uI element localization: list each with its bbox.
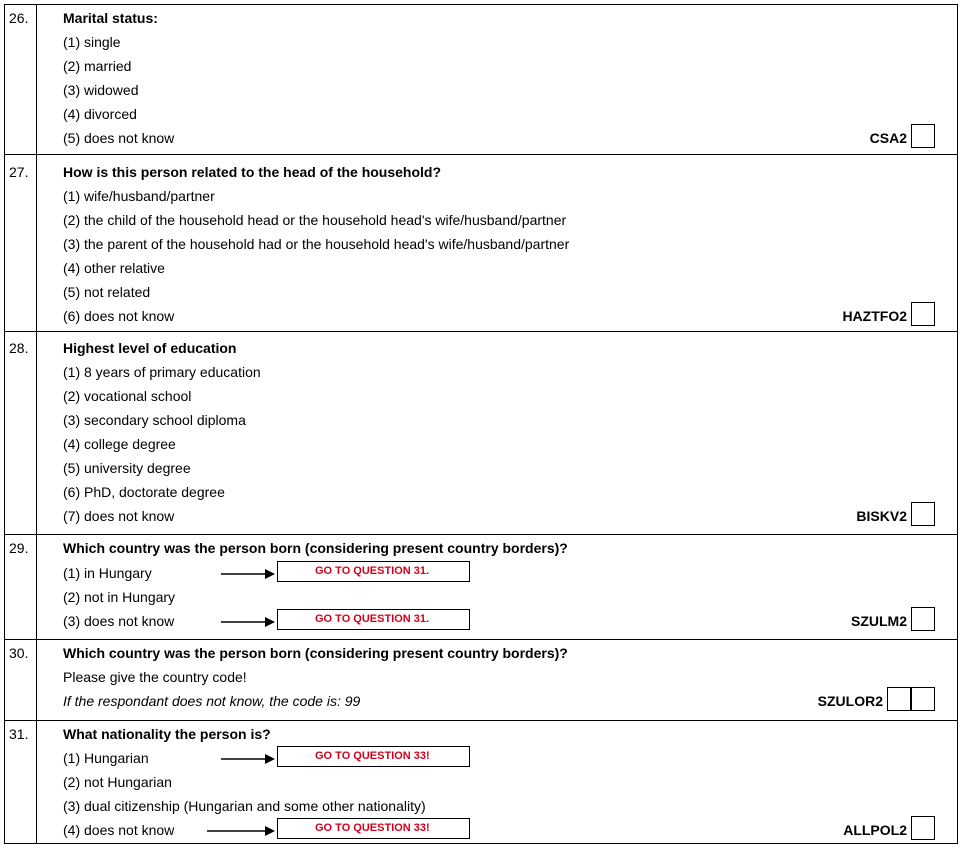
question-30: [4, 639, 958, 721]
option-1: (1) Hungarian: [63, 750, 149, 766]
question-number: 30.: [9, 645, 29, 661]
variable-code: CSA2: [869, 130, 907, 146]
question-text: Highest level of education: [63, 340, 237, 356]
option-1: (1) wife/husband/partner: [63, 188, 215, 204]
arrow-right-icon: [207, 826, 275, 836]
number-column-divider: [36, 721, 37, 843]
option-6: (6) PhD, doctorate degree: [63, 484, 225, 500]
variable-code: ALLPOL2: [843, 822, 907, 838]
arrow-right-icon: [221, 754, 275, 764]
answer-box[interactable]: [911, 124, 935, 148]
variable-code: BISKV2: [856, 508, 907, 524]
questionnaire-form: [4, 4, 958, 844]
question-text: What nationality the person is?: [63, 726, 271, 742]
goto-instruction: GO TO QUESTION 31.: [277, 609, 470, 630]
instruction-text-italic: If the respondant does not know, the code is: 99: [63, 693, 361, 709]
option-1: (1) single: [63, 34, 121, 50]
number-column-divider: [36, 640, 37, 720]
number-column-divider: [36, 155, 37, 331]
option-1: (1) 8 years of primary education: [63, 364, 261, 380]
option-6: (6) does not know: [63, 308, 175, 324]
instruction-text: Please give the country code!: [63, 669, 247, 685]
question-number: 29.: [9, 540, 29, 556]
answer-box-digit-1[interactable]: [887, 687, 911, 711]
answer-box-digit-2[interactable]: [911, 687, 935, 711]
question-text: Marital status:: [63, 10, 158, 26]
variable-code: SZULM2: [851, 613, 907, 629]
question-26: [4, 4, 958, 155]
variable-code: SZULOR2: [817, 693, 883, 709]
number-column-divider: [36, 5, 37, 154]
option-5: (5) university degree: [63, 460, 191, 476]
option-2: (2) married: [63, 58, 132, 74]
option-2: (2) the child of the household head or the household head's wife/husband/partner: [63, 212, 567, 228]
option-4: (4) other relative: [63, 260, 165, 276]
question-number: 26.: [9, 10, 29, 26]
option-4: (4) college degree: [63, 436, 176, 452]
question-text: Which country was the person born (considering present country borders)?: [63, 540, 568, 556]
question-number: 31.: [9, 726, 29, 742]
answer-box[interactable]: [911, 302, 935, 326]
option-3: (3) the parent of the household had or the household head's wife/husband/partner: [63, 236, 570, 252]
number-column-divider: [36, 332, 37, 534]
answer-box[interactable]: [911, 502, 935, 526]
option-2: (2) not in Hungary: [63, 589, 176, 605]
option-5: (5) does not know: [63, 130, 175, 146]
question-27: [4, 154, 958, 332]
option-3: (3) does not know: [63, 613, 175, 629]
goto-instruction: GO TO QUESTION 33!: [277, 818, 470, 839]
arrow-right-icon: [221, 617, 275, 627]
option-3: (3) secondary school diploma: [63, 412, 246, 428]
option-7: (7) does not know: [63, 508, 175, 524]
question-number: 28.: [9, 340, 29, 356]
question-31: [4, 720, 958, 844]
question-29: [4, 534, 958, 640]
question-text: Which country was the person born (considering present country borders)?: [63, 645, 568, 661]
question-28: [4, 331, 958, 535]
question-text: How is this person related to the head of the household?: [63, 164, 442, 180]
option-1: (1) in Hungary: [63, 565, 152, 581]
answer-box[interactable]: [911, 816, 935, 840]
goto-instruction: GO TO QUESTION 31.: [277, 561, 470, 582]
option-4: (4) divorced: [63, 106, 137, 122]
option-3: (3) dual citizenship (Hungarian and some other nationality): [63, 798, 426, 814]
question-number: 27.: [9, 164, 29, 180]
option-2: (2) vocational school: [63, 388, 192, 404]
arrow-right-icon: [221, 569, 275, 579]
answer-box[interactable]: [911, 607, 935, 631]
option-4: (4) does not know: [63, 822, 175, 838]
option-2: (2) not Hungarian: [63, 774, 172, 790]
option-3: (3) widowed: [63, 82, 139, 98]
number-column-divider: [36, 535, 37, 639]
goto-instruction: GO TO QUESTION 33!: [277, 746, 470, 767]
option-5: (5) not related: [63, 284, 151, 300]
variable-code: HAZTFO2: [842, 308, 907, 324]
